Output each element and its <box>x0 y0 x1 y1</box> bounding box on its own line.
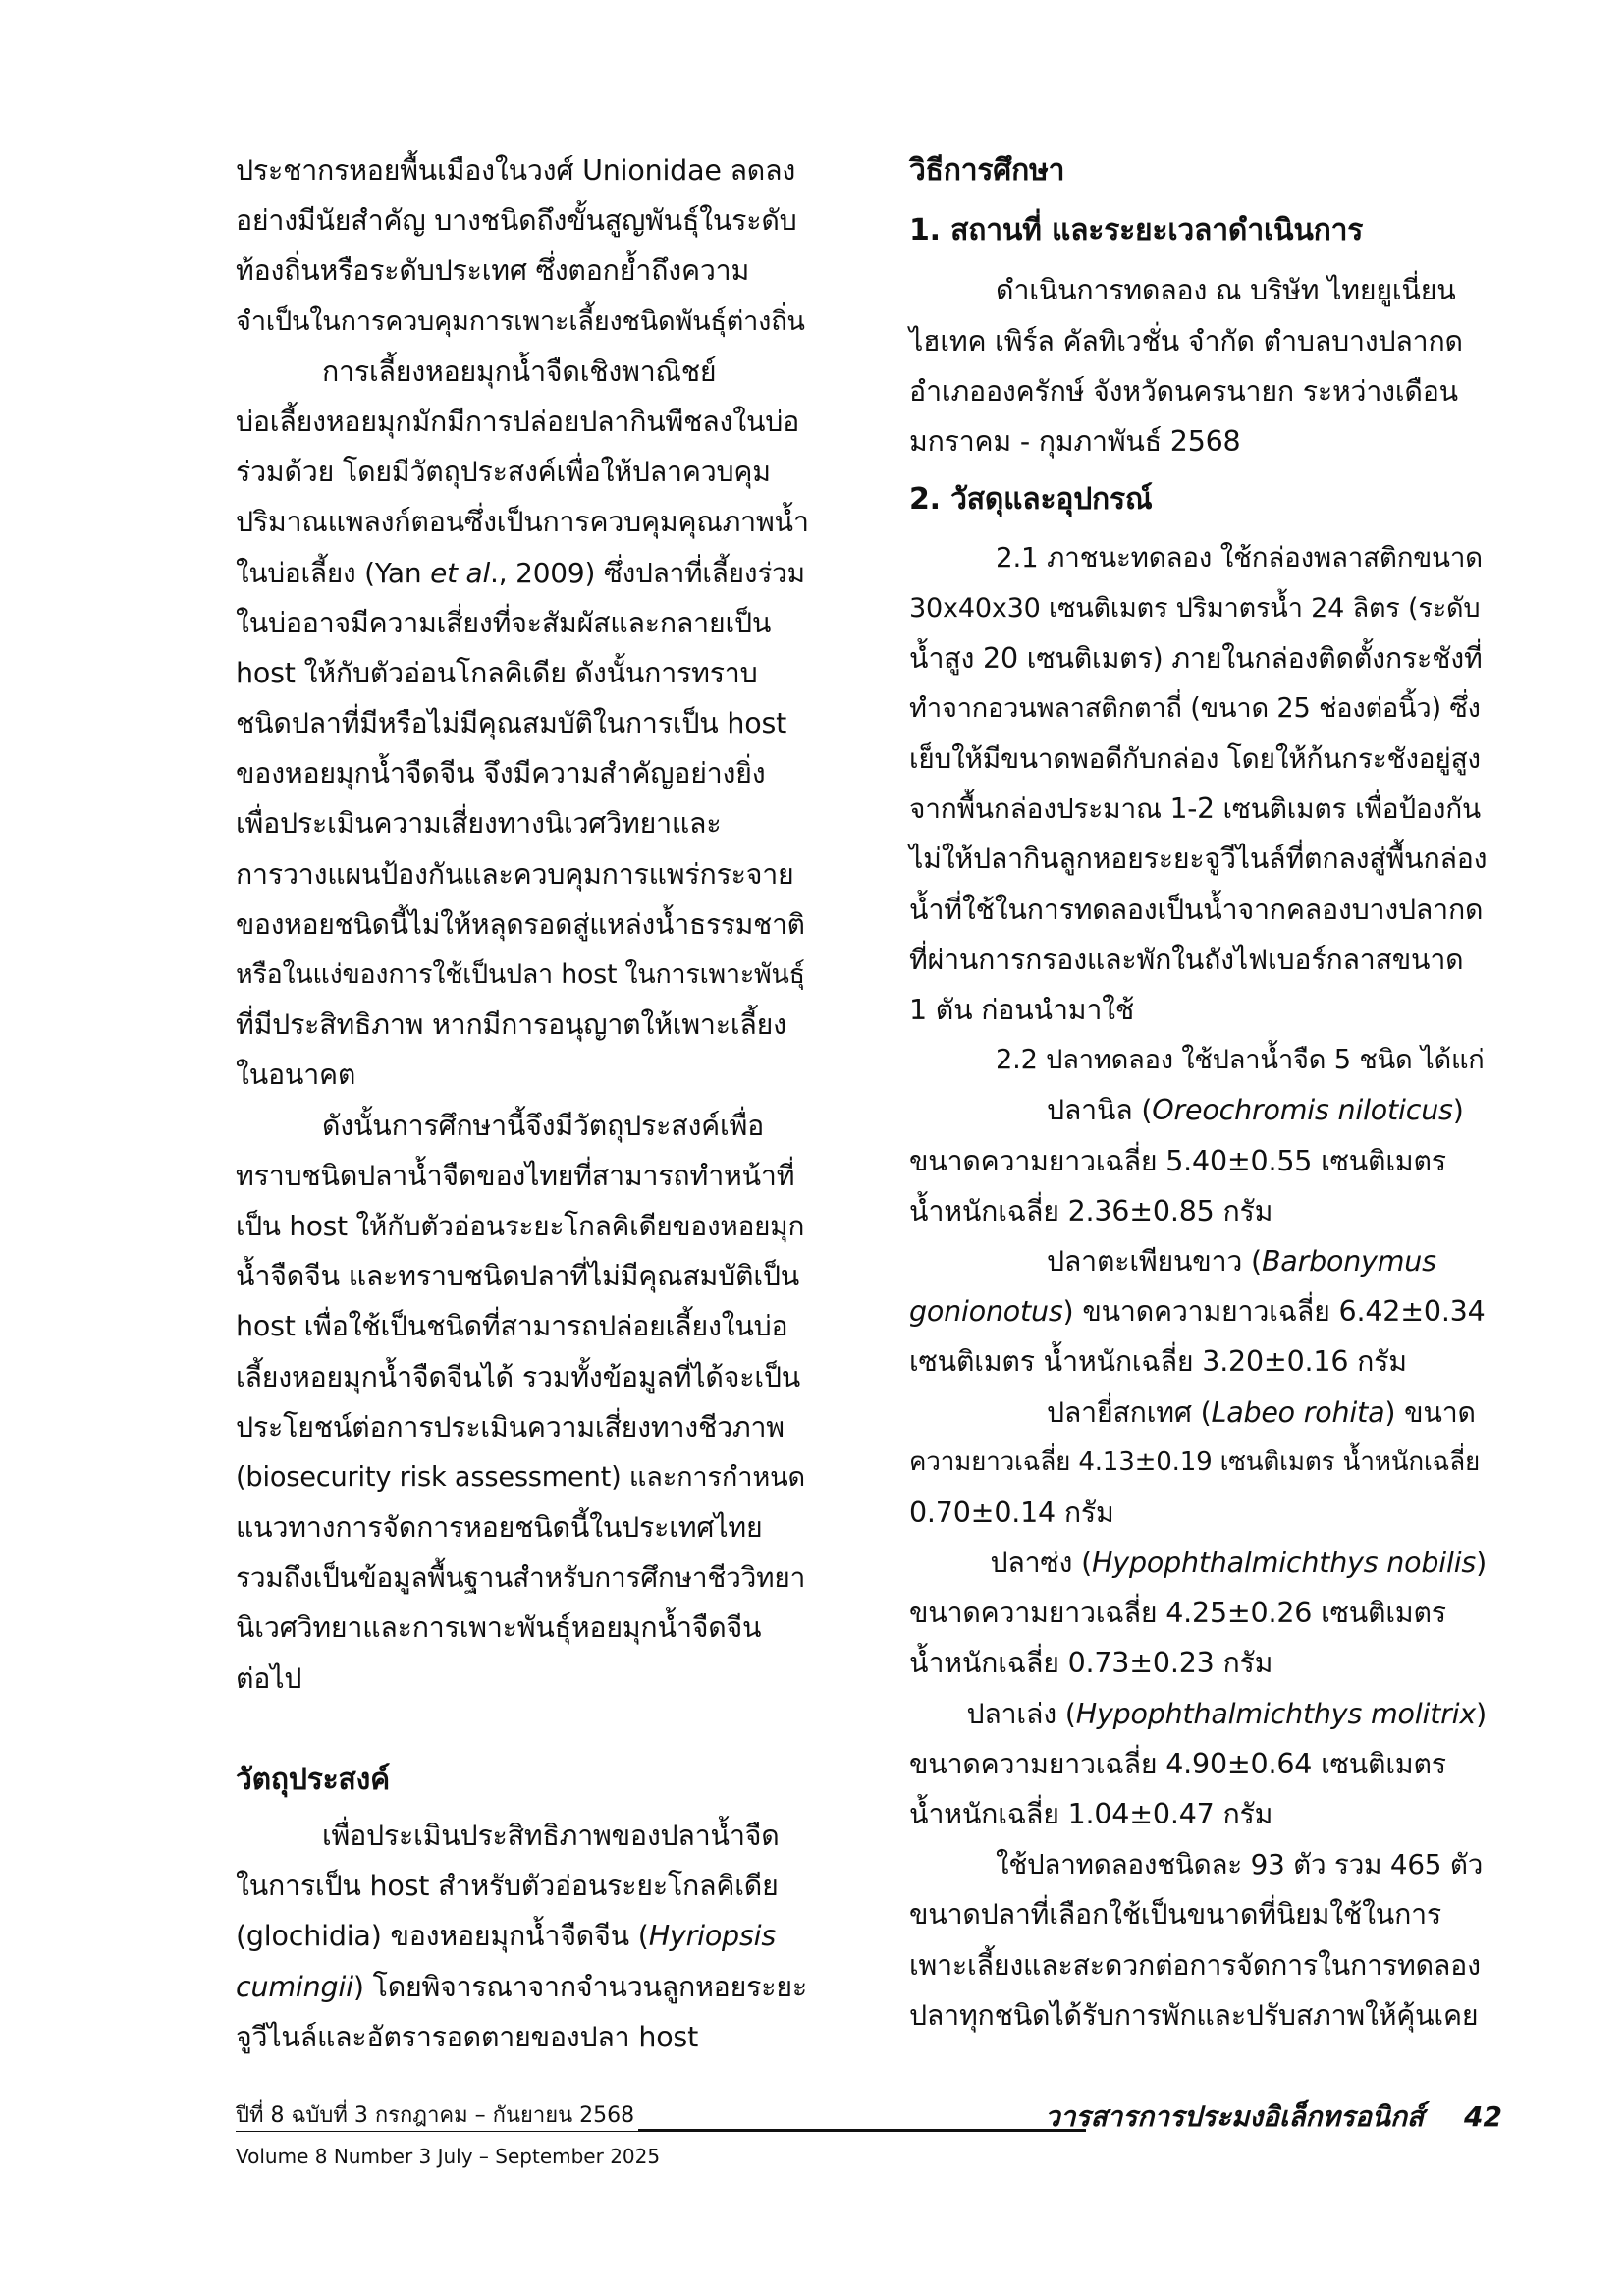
fish-entry-tilapia <box>909 1085 1487 1135</box>
text-line: เย็บให้มีขนาดพอดีกับกล่อง โดยให้ก้นกระชังอยู่สูง <box>909 742 1481 776</box>
left-column <box>236 145 811 2062</box>
text-line: ไม่ให้ปลากินลูกหอยระยะจูวีไนล์ที่ตกลงสู่พื้นกล่อง <box>909 843 1488 876</box>
text-line: อย่างมีนัยสำคัญ บางชนิดถึงขั้นสูญพันธุ์ในระดับ <box>236 204 797 238</box>
text-line <box>236 1911 811 1961</box>
section-heading: 1. สถานที่ และระยะเวลาดำเนินการ <box>909 213 1364 248</box>
text-line: จูวีไนล์และอัตรารอดตายของปลา host <box>236 2020 699 2053</box>
text-run: ปลาเล่ง ( <box>966 1697 1076 1730</box>
section-gap <box>909 466 1487 474</box>
section-gap <box>909 255 1487 265</box>
text-line: 0.70±0.14 กรัม <box>909 1496 1114 1529</box>
text-line: ขนาดความยาวเฉลี่ย 4.90±0.64 เซนติเมตร <box>909 1747 1446 1780</box>
text-line: น้ำสูง 20 เซนติเมตร) ภายในกล่องติดตั้งกระชังที่ <box>909 641 1483 675</box>
text-line: ใช้ปลาทดลองชนิดละ 93 ตัว รวม 465 ตัว <box>996 1848 1484 1881</box>
text-line: 30x40x30 เซนติเมตร ปริมาตรน้ำ 24 ลิตร (ระดับ <box>909 592 1481 624</box>
text-line: นิเวศวิทยาและการเพาะพันธุ์หอยมุกน้ำจืดจีน <box>236 1611 762 1645</box>
methods-heading: วิธีการศึกษา <box>909 153 1065 188</box>
text-line: ดำเนินการทดลอง ณ บริษัท ไทยยูเนี่ยน <box>996 274 1456 307</box>
text-line: ปริมาณแพลงก์ตอนซึ่งเป็นการควบคุมคุณภาพน้ำ <box>236 506 809 539</box>
journal-title: วารสารการประมงอิเล็กทรอนิกส์ <box>1044 2100 1424 2133</box>
text-line: การวางแผนป้องกันและควบคุมการแพร่กระจาย <box>236 857 794 891</box>
text-run: ) <box>1452 1094 1464 1127</box>
text-run: ) <box>1476 1547 1487 1580</box>
footer-volume-english: Volume 8 Number 3 July – September 2025 <box>236 2145 661 2168</box>
scientific-name: Hypophthalmichthys nobilis <box>1092 1547 1477 1580</box>
text-line: รวมถึงเป็นข้อมูลพื้นฐานสำหรับการศึกษาชีววิทยา <box>236 1561 806 1595</box>
text-run: ปลาซ่ง ( <box>990 1547 1093 1580</box>
scientific-name: gonionotus <box>909 1295 1063 1329</box>
text-line: 1 ตัน ก่อนนำมาใช้ <box>909 994 1135 1026</box>
text-line: เป็น host ให้กับตัวอ่อนระยะโกลคิเดียของหอยมุก <box>236 1209 805 1242</box>
text-line: เพื่อประเมินประสิทธิภาพของปลาน้ำจืด <box>322 1820 780 1852</box>
scientific-name: cumingii <box>236 1970 353 2003</box>
text-line <box>236 548 811 598</box>
text-line: ไฮเทค เพิร์ล คัลทิเวชั่น จำกัด ตำบลบางปลากด <box>909 324 1463 357</box>
fish-entry-bighead-carp <box>909 1538 1487 1588</box>
text-line: มกราคม - กุมภาพันธ์ 2568 <box>909 424 1241 458</box>
text-line: จากพื้นกล่องประมาณ 1-2 เซนติเมตร เพื่อป้องกัน <box>909 792 1481 826</box>
text-run: ปลาตะเพียนขาว ( <box>1047 1244 1262 1278</box>
text-line: ท้องถิ่นหรือระดับประเทศ ซึ่งตอกย้ำถึงความ <box>236 254 750 288</box>
right-column <box>909 145 1487 2041</box>
text-line <box>236 1962 811 2012</box>
fish-entry-silver-barb <box>909 1236 1487 1286</box>
text-line: ปลาทุกชนิดได้รับการพักและปรับสภาพให้คุ้นเคย <box>909 1998 1479 2032</box>
text-line: น้ำหนักเฉลี่ย 2.36±0.85 กรัม <box>909 1194 1273 1227</box>
text-run: ) ขนาดความยาวเฉลี่ย 6.42±0.34 <box>1062 1295 1486 1329</box>
text-run: ปลานิล ( <box>1047 1094 1153 1127</box>
objective-heading: วัตถุประสงค์ <box>236 1762 390 1797</box>
text-line: ขนาดความยาวเฉลี่ย 4.25±0.26 เซนติเมตร <box>909 1597 1446 1630</box>
page-number: 42 <box>1464 2100 1502 2133</box>
scientific-name: Oreochromis niloticus <box>1152 1094 1453 1127</box>
text-line: เซนติเมตร น้ำหนักเฉลี่ย 3.20±0.16 กรัม <box>909 1345 1407 1379</box>
text-line: เพาะเลี้ยงและสะดวกต่อการจัดการในการทดลอง <box>909 1948 1481 1982</box>
text-line: ร่วมด้วย โดยมีวัตถุประสงค์เพื่อให้ปลาควบคุม <box>236 456 771 489</box>
text-line <box>909 1286 1487 1336</box>
text-line: ทราบชนิดปลาน้ำจืดของไทยที่สามารถทำหน้าที่ <box>236 1159 795 1192</box>
text-line: ในการเป็น host สำหรับตัวอ่อนระยะโกลคิเดีย <box>236 1870 779 1903</box>
text-line: น้ำหนักเฉลี่ย 1.04±0.47 กรัม <box>909 1798 1273 1830</box>
text-line: ประชากรหอยพื้นเมืองในวงศ์ Unionidae ลดลง <box>236 154 796 187</box>
scientific-name: Hyriopsis <box>648 1920 776 1953</box>
text-line: ต่อไป <box>236 1661 302 1695</box>
text-run: (glochidia) ของหอยมุกน้ำจืดจีน ( <box>236 1920 649 1953</box>
scientific-name: Hypophthalmichthys molitrix <box>1075 1697 1477 1730</box>
text-line: ทำจากอวนพลาสติกตาถี่ (ขนาด 25 ช่องต่อนิ้ว) ซึ่ง <box>909 692 1481 724</box>
text-run: ) <box>1476 1697 1487 1730</box>
section-heading: 2. วัสดุและอุปกรณ์ <box>909 482 1153 517</box>
text-line: (biosecurity risk assessment) และการกำหนด <box>236 1461 805 1493</box>
scientific-name: Labeo rohita <box>1211 1395 1385 1429</box>
italic-text: et al <box>430 556 491 589</box>
text-line: น้ำที่ใช้ในการทดลองเป็นน้ำจากคลองบางปลากด <box>909 893 1484 926</box>
text-line: แนวทางการจัดการหอยชนิดนี้ในประเทศไทย <box>236 1511 763 1545</box>
text-line: ขนาดความยาวเฉลี่ย 5.40±0.55 เซนติเมตร <box>909 1144 1446 1177</box>
text-line: น้ำจืดจีน และทราบชนิดปลาที่ไม่มีคุณสมบัติเป็น <box>236 1260 800 1293</box>
text-line: เพื่อประเมินความเสี่ยงทางนิเวศวิทยาและ <box>236 807 722 841</box>
section-gap <box>909 524 1487 532</box>
text-line: บ่อเลี้ยงหอยมุกมักมีการปล่อยปลากินพืชลงในบ่อ <box>236 405 800 438</box>
text-line: ในบ่ออาจมีความเสี่ยงที่จะสัมผัสและกลายเป็น <box>236 606 772 639</box>
text-run: ) ขนาด <box>1384 1395 1476 1429</box>
text-line: ความยาวเฉลี่ย 4.13±0.19 เซนติเมตร น้ำหนักเฉลี่ย <box>909 1446 1481 1477</box>
text-line: ที่มีประสิทธิภาพ หากมีการอนุญาตให้เพาะเลี้ยง <box>236 1008 786 1042</box>
text-line: เลี้ยงหอยมุกน้ำจืดจีนได้ รวมทั้งข้อมูลที่ได้จะเป็น <box>236 1360 801 1393</box>
text-line: ดังนั้นการศึกษานี้จึงมีวัตถุประสงค์เพื่อ <box>322 1109 765 1142</box>
text-line: host ให้กับตัวอ่อนโกลคิเดีย ดังนั้นการทราบ <box>236 656 758 689</box>
text-line: ของหอยชนิดนี้ไม่ให้หลุดรอดสู่แหล่งน้ำธรรมชาติ <box>236 907 805 941</box>
section-gap <box>236 1704 811 1755</box>
footer-volume-thai: ปีที่ 8 ฉบับที่ 3 กรกฎาคม – กันยายน 2568 <box>236 2101 638 2131</box>
text-line: ของหอยมุกน้ำจืดจีน จึงมีความสำคัญอย่างยิ่ง <box>236 757 766 790</box>
text-line: ประโยชน์ต่อการประเมินความเสี่ยงทางชีวภาพ <box>236 1410 785 1443</box>
section-gap <box>909 195 1487 205</box>
text-line: น้ำหนักเฉลี่ย 0.73±0.23 กรัม <box>909 1647 1273 1680</box>
fish-entry-rohu <box>909 1388 1487 1438</box>
text-line: ขนาดปลาที่เลือกใช้เป็นขนาดที่นิยมใช้ในการ <box>909 1898 1442 1932</box>
text-line: อำเภอองครักษ์ จังหวัดนครนายก ระหว่างเดือน <box>909 374 1458 408</box>
text-line: 2.1 ภาชนะทดลอง ใช้กล่องพลาสติกขนาด <box>996 541 1483 574</box>
text-line: การเลี้ยงหอยมุกน้ำจืดเชิงพาณิชย์ <box>322 354 717 388</box>
text-line: host เพื่อใช้เป็นชนิดที่สามารถปล่อยเลี้ยงในบ่อ <box>236 1310 788 1343</box>
text-line: ที่ผ่านการกรองและพักในถังไฟเบอร์กลาสขนาด <box>909 943 1464 976</box>
text-run: ในบ่อเลี้ยง (Yan <box>236 556 431 589</box>
scientific-name: Barbonymus <box>1261 1244 1436 1278</box>
text-line: หรือในแง่ของการใช้เป็นปลา host ในการเพาะพันธุ์ <box>236 959 805 990</box>
text-run: ) โดยพิจารณาจากจำนวนลูกหอยระยะ <box>352 1970 807 2003</box>
text-run: ปลายี่สกเทศ ( <box>1047 1395 1212 1429</box>
text-line: จำเป็นในการควบคุมการเพาะเลี้ยงชนิดพันธุ์ต่างถิ่น <box>236 305 805 337</box>
text-line: 2.2 ปลาทดลอง ใช้ปลาน้ำจืด 5 ชนิด ได้แก่ <box>996 1045 1485 1076</box>
text-line: ชนิดปลาที่มีหรือไม่มีคุณสมบัติในการเป็น host <box>236 707 787 740</box>
text-line: ในอนาคต <box>236 1059 356 1092</box>
text-run: ., 2009) ซึ่งปลาที่เลี้ยงร่วม <box>490 556 805 589</box>
fish-entry-silver-carp <box>909 1689 1487 1739</box>
